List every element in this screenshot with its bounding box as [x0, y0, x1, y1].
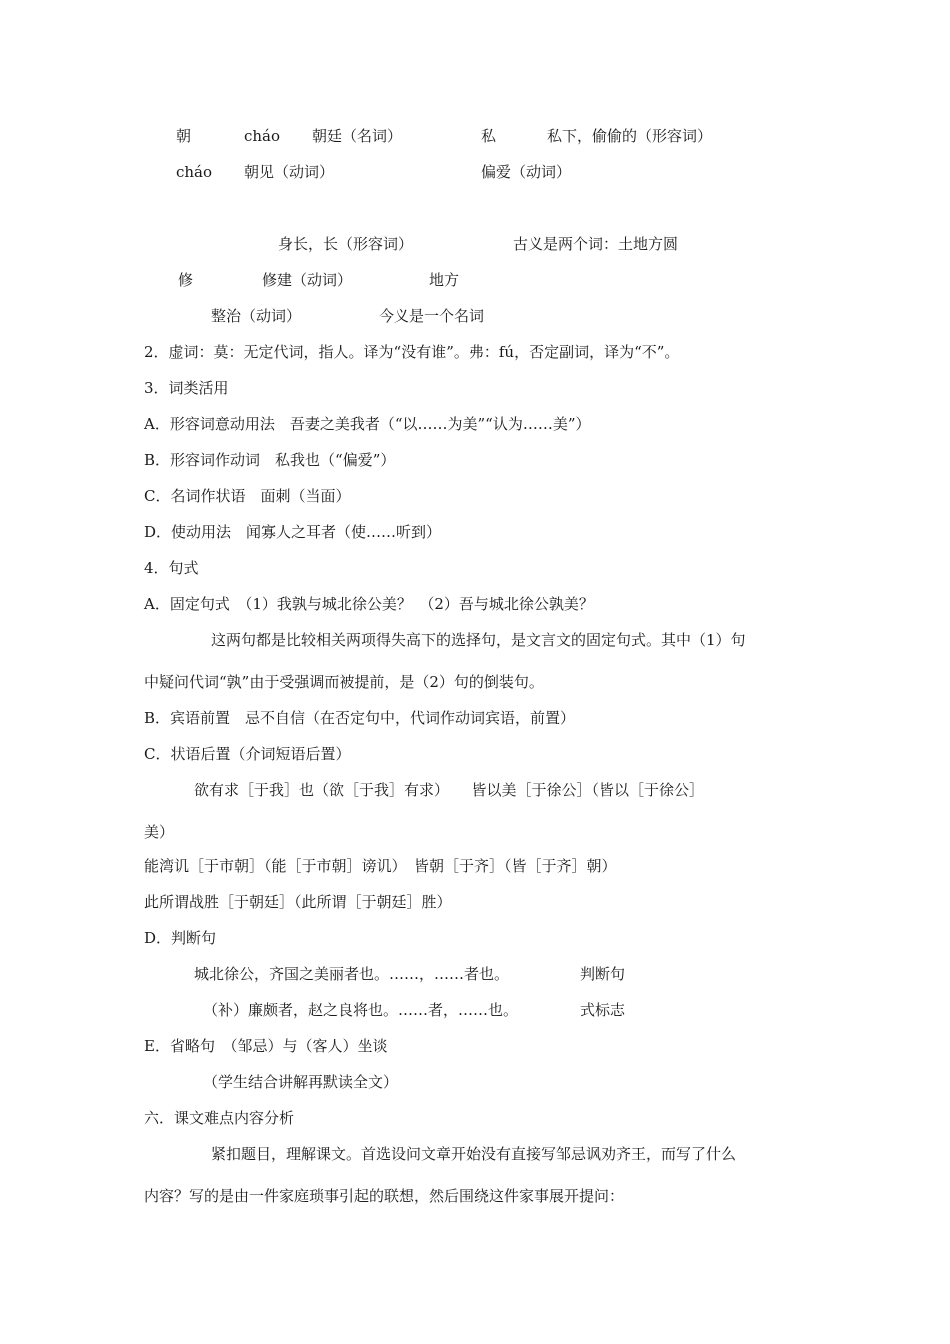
- item-c-noun-as-adverbial: C．名词作状语 面刺（当面）: [144, 487, 351, 505]
- example-judgment-1: 城北徐公，齐国之美丽者也。……，……者也。: [194, 965, 510, 983]
- difang-ancient: 古义是两个词：土地方圆: [513, 235, 679, 253]
- judgment-marker-label-2: 式标志: [580, 1001, 626, 1019]
- example-postposition-1: 欲有求［于我］也（欲［于我］有求） 皆以美［于徐公］（皆以［于徐公］: [194, 781, 705, 799]
- section-function-words: 2．虚词：莫：无定代词，指人。译为“没有谁”。弗：fú，否定副词，译为“不”。: [144, 343, 680, 361]
- xiu-meaning-2: 修建（动词）: [262, 271, 353, 289]
- xiu-meaning-3: 整治（动词）: [211, 307, 302, 325]
- paragraph-analysis-line-2: 内容？写的是由一件家庭琐事引起的联想，然后围绕这件家事展开提问：: [144, 1187, 625, 1205]
- example-postposition-2: 能湾讥［于市朝］（能［于市朝］谤讥） 皆朝［于齐］（皆［于齐］朝）: [144, 857, 617, 875]
- section-heading-difficulty: 六．课文难点内容分析: [144, 1109, 295, 1127]
- instruction-note: （学生结合讲解再默读全文）: [203, 1073, 399, 1091]
- chao-char: 朝: [176, 127, 192, 145]
- xiu-char: 修: [178, 271, 194, 289]
- si-char: 私: [481, 127, 497, 145]
- chao-pinyin-2: cháo: [176, 163, 213, 181]
- paragraph-explanation-line-1: 这两句都是比较相关两项得失高下的选择句，是文言文的固定句式。其中（1）句: [211, 631, 746, 649]
- example-judgment-2: （补）廉颇者，赵之良将也。……者，……也。: [203, 1001, 519, 1019]
- xiu-meaning-1: 身长，长（形容词）: [278, 235, 414, 253]
- example-postposition-3: 此所谓战胜［于朝廷］（此所谓［于朝廷］胜）: [144, 893, 452, 911]
- item-c-postposition: C．状语后置（介词短语后置）: [144, 745, 351, 763]
- item-a-putative: A．形容词意动用法 吾妻之美我者（“以……为美”“认为……美”）: [144, 415, 591, 433]
- si-meaning-2: 偏爱（动词）: [481, 163, 572, 181]
- item-a-fixed-pattern: A．固定句式 （1）我孰与城北徐公美？ （2）吾与城北徐公孰美？: [144, 595, 594, 613]
- section-heading-sentence: 4．句式: [144, 559, 199, 577]
- si-meaning-1: 私下，偷偷的（形容词）: [547, 127, 713, 145]
- judgment-marker-label-1: 判断句: [580, 965, 626, 983]
- section-heading-word-class: 3．词类活用: [144, 379, 229, 397]
- item-b-adj-as-verb: B．形容词作动词 私我也（“偏爱”）: [144, 451, 396, 469]
- chao-meaning-1: 朝廷（名词）: [312, 127, 403, 145]
- item-e-ellipsis: E．省略句 （邹忌）与（客人）坐谈: [144, 1037, 388, 1055]
- item-b-object-fronting: B．宾语前置 忌不自信（在否定句中，代词作动词宾语，前置）: [144, 709, 576, 727]
- chao-pinyin-1: cháo: [244, 127, 281, 145]
- example-postposition-1-cont: 美）: [144, 823, 175, 841]
- item-d-judgment: D．判断句: [144, 929, 217, 947]
- chao-meaning-2: 朝见（动词）: [244, 163, 335, 181]
- paragraph-analysis-line-1: 紧扣题目，理解课文。首选设问文章开始没有直接写邹忌讽劝齐王，而写了什么: [211, 1145, 737, 1163]
- paragraph-explanation-line-2: 中疑问代词“孰”由于受强调而被提前，是（2）句的倒装句。: [144, 673, 544, 691]
- difang-word: 地方: [429, 271, 460, 289]
- difang-modern: 今义是一个名词: [379, 307, 485, 325]
- item-d-causative: D．使动用法 闻寡人之耳者（使……听到）: [144, 523, 442, 541]
